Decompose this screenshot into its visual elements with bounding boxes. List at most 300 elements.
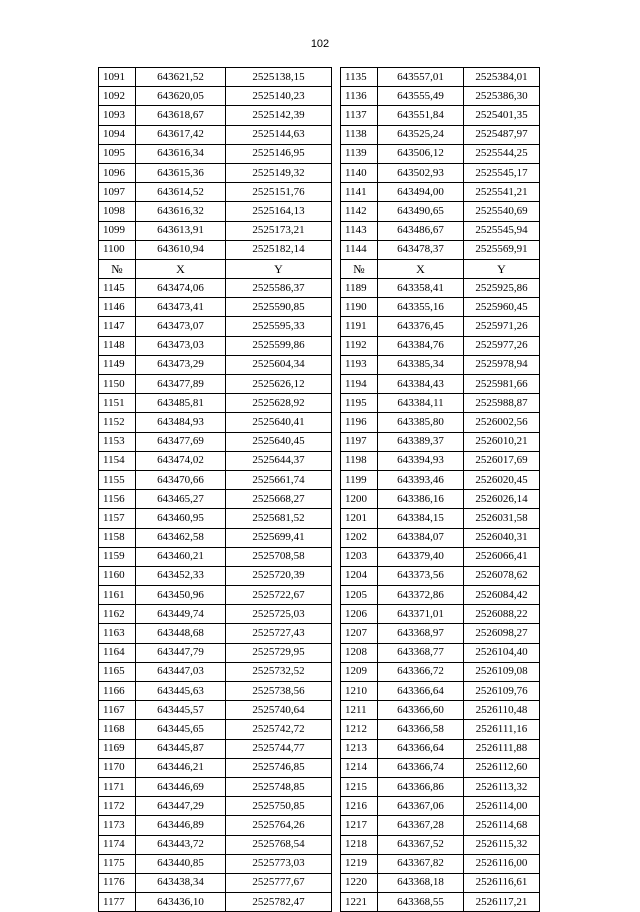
y-coordinate-cell: 2526002,56 bbox=[464, 413, 540, 432]
x-coordinate-cell: 643384,43 bbox=[378, 375, 464, 394]
x-coordinate-cell: 643450,96 bbox=[136, 586, 226, 605]
column-gap bbox=[332, 528, 341, 547]
column-gap bbox=[332, 259, 341, 278]
y-coordinate-cell: 2525164,13 bbox=[226, 202, 332, 221]
y-coordinate-cell: 2525640,45 bbox=[226, 432, 332, 451]
column-gap bbox=[332, 643, 341, 662]
point-number-cell: 1195 bbox=[341, 394, 378, 413]
point-number-cell: 1165 bbox=[99, 662, 136, 681]
point-number-cell: 1152 bbox=[99, 413, 136, 432]
column-gap bbox=[332, 144, 341, 163]
y-coordinate-cell: 2525729,95 bbox=[226, 643, 332, 662]
y-coordinate-cell: 2526110,48 bbox=[464, 701, 540, 720]
column-gap bbox=[332, 125, 341, 144]
table-row bbox=[99, 816, 540, 835]
y-coordinate-cell: 2525740,64 bbox=[226, 701, 332, 720]
y-coordinate-cell: 2526088,22 bbox=[464, 605, 540, 624]
y-coordinate-cell: 2525988,87 bbox=[464, 394, 540, 413]
column-gap bbox=[332, 816, 341, 835]
y-coordinate-cell: 2525138,15 bbox=[226, 68, 332, 87]
point-number-cell: 1142 bbox=[341, 202, 378, 221]
x-coordinate-cell: 643445,87 bbox=[136, 739, 226, 758]
x-coordinate-cell: 643379,40 bbox=[378, 547, 464, 566]
point-number-cell: 1176 bbox=[99, 873, 136, 892]
x-coordinate-cell: 643367,52 bbox=[378, 835, 464, 854]
column-gap bbox=[332, 835, 341, 854]
x-coordinate-cell: 643445,65 bbox=[136, 720, 226, 739]
table-row bbox=[99, 221, 540, 240]
x-coordinate-cell: 643506,12 bbox=[378, 144, 464, 163]
point-number-cell: 1100 bbox=[99, 240, 136, 259]
y-coordinate-cell: 2526114,68 bbox=[464, 816, 540, 835]
y-coordinate-cell: 2525544,25 bbox=[464, 144, 540, 163]
point-number-cell: 1167 bbox=[99, 701, 136, 720]
y-coordinate-cell: 2526109,08 bbox=[464, 662, 540, 681]
column-gap bbox=[332, 68, 341, 87]
x-coordinate-cell: 643446,21 bbox=[136, 758, 226, 777]
y-coordinate-cell: 2525782,47 bbox=[226, 893, 332, 912]
point-number-cell: 1197 bbox=[341, 432, 378, 451]
y-coordinate-cell: 2526010,21 bbox=[464, 432, 540, 451]
point-number-cell: 1216 bbox=[341, 797, 378, 816]
x-coordinate-cell: 643490,65 bbox=[378, 202, 464, 221]
x-coordinate-cell: 643447,79 bbox=[136, 643, 226, 662]
y-coordinate-cell: 2525727,43 bbox=[226, 624, 332, 643]
point-number-cell: 1217 bbox=[341, 816, 378, 835]
point-number-cell: 1153 bbox=[99, 432, 136, 451]
column-gap bbox=[332, 432, 341, 451]
point-number-cell: 1166 bbox=[99, 682, 136, 701]
y-coordinate-cell: 2526026,14 bbox=[464, 490, 540, 509]
y-coordinate-cell: 2526114,00 bbox=[464, 797, 540, 816]
x-coordinate-cell: 643384,11 bbox=[378, 394, 464, 413]
y-coordinate-cell: 2525626,12 bbox=[226, 375, 332, 394]
y-coordinate-cell: 2526116,61 bbox=[464, 873, 540, 892]
table-row bbox=[99, 432, 540, 451]
table-row bbox=[99, 68, 540, 87]
x-coordinate-cell: 643473,03 bbox=[136, 336, 226, 355]
point-number-cell: 1159 bbox=[99, 547, 136, 566]
column-gap bbox=[332, 240, 341, 259]
point-number-cell: 1095 bbox=[99, 144, 136, 163]
y-coordinate-cell: 2526116,00 bbox=[464, 854, 540, 873]
x-coordinate-cell: 643473,07 bbox=[136, 317, 226, 336]
x-coordinate-cell: 643436,10 bbox=[136, 893, 226, 912]
x-coordinate-cell: 643484,93 bbox=[136, 413, 226, 432]
column-gap bbox=[332, 624, 341, 643]
column-gap bbox=[332, 106, 341, 125]
y-coordinate-cell: 2525173,21 bbox=[226, 221, 332, 240]
y-coordinate-cell: 2526017,69 bbox=[464, 451, 540, 470]
x-coordinate-cell: 643366,64 bbox=[378, 739, 464, 758]
table-row bbox=[99, 835, 540, 854]
table-row bbox=[99, 547, 540, 566]
point-number-cell: 1148 bbox=[99, 336, 136, 355]
point-number-cell: 1209 bbox=[341, 662, 378, 681]
table-row bbox=[99, 451, 540, 470]
column-gap bbox=[332, 451, 341, 470]
column-gap bbox=[332, 854, 341, 873]
table-row bbox=[99, 777, 540, 796]
y-coordinate-cell: 2525545,94 bbox=[464, 221, 540, 240]
x-coordinate-cell: 643551,84 bbox=[378, 106, 464, 125]
x-coordinate-cell: 643372,86 bbox=[378, 586, 464, 605]
y-coordinate-cell: 2525144,63 bbox=[226, 125, 332, 144]
point-number-cell: 1177 bbox=[99, 893, 136, 912]
table-row bbox=[99, 701, 540, 720]
column-gap bbox=[332, 202, 341, 221]
point-number-cell: 1189 bbox=[341, 279, 378, 298]
point-number-cell: 1170 bbox=[99, 758, 136, 777]
y-coordinate-cell: 2525708,58 bbox=[226, 547, 332, 566]
x-coordinate-cell: 643376,45 bbox=[378, 317, 464, 336]
table-row bbox=[99, 394, 540, 413]
x-coordinate-cell: 643447,29 bbox=[136, 797, 226, 816]
y-coordinate-cell: 2525644,37 bbox=[226, 451, 332, 470]
column-gap bbox=[332, 758, 341, 777]
table-row bbox=[99, 854, 540, 873]
point-number-cell: 1208 bbox=[341, 643, 378, 662]
x-coordinate-cell: 643443,72 bbox=[136, 835, 226, 854]
table-row bbox=[99, 797, 540, 816]
column-gap bbox=[332, 797, 341, 816]
x-coordinate-cell: 643447,03 bbox=[136, 662, 226, 681]
y-coordinate-cell: 2525738,56 bbox=[226, 682, 332, 701]
y-coordinate-cell: 2525140,23 bbox=[226, 87, 332, 106]
point-number-cell: 1213 bbox=[341, 739, 378, 758]
column-gap bbox=[332, 394, 341, 413]
x-coordinate-cell: 643555,49 bbox=[378, 87, 464, 106]
column-gap bbox=[332, 777, 341, 796]
header-x: X bbox=[136, 259, 226, 278]
table-row bbox=[99, 873, 540, 892]
point-number-cell: 1137 bbox=[341, 106, 378, 125]
point-number-cell: 1094 bbox=[99, 125, 136, 144]
table-row bbox=[99, 240, 540, 259]
y-coordinate-cell: 2525971,26 bbox=[464, 317, 540, 336]
point-number-cell: 1161 bbox=[99, 586, 136, 605]
column-gap bbox=[332, 87, 341, 106]
x-coordinate-cell: 643366,86 bbox=[378, 777, 464, 796]
point-number-cell: 1221 bbox=[341, 893, 378, 912]
x-coordinate-cell: 643385,80 bbox=[378, 413, 464, 432]
column-gap bbox=[332, 566, 341, 585]
y-coordinate-cell: 2525540,69 bbox=[464, 202, 540, 221]
point-number-cell: 1091 bbox=[99, 68, 136, 87]
point-number-cell: 1211 bbox=[341, 701, 378, 720]
point-number-cell: 1200 bbox=[341, 490, 378, 509]
point-number-cell: 1149 bbox=[99, 355, 136, 374]
table-row bbox=[99, 375, 540, 394]
table-row bbox=[99, 605, 540, 624]
x-coordinate-cell: 643385,34 bbox=[378, 355, 464, 374]
x-coordinate-cell: 643614,52 bbox=[136, 183, 226, 202]
y-coordinate-cell: 2525720,39 bbox=[226, 566, 332, 585]
table-row bbox=[99, 413, 540, 432]
y-coordinate-cell: 2525681,52 bbox=[226, 509, 332, 528]
x-coordinate-cell: 643445,63 bbox=[136, 682, 226, 701]
column-gap bbox=[332, 509, 341, 528]
point-number-cell: 1203 bbox=[341, 547, 378, 566]
y-coordinate-cell: 2525978,94 bbox=[464, 355, 540, 374]
column-gap bbox=[332, 279, 341, 298]
point-number-cell: 1214 bbox=[341, 758, 378, 777]
x-coordinate-cell: 643613,91 bbox=[136, 221, 226, 240]
header-y: Y bbox=[226, 259, 332, 278]
coordinates-table bbox=[98, 67, 540, 912]
point-number-cell: 1164 bbox=[99, 643, 136, 662]
point-number-cell: 1141 bbox=[341, 183, 378, 202]
column-gap bbox=[332, 586, 341, 605]
y-coordinate-cell: 2526109,76 bbox=[464, 682, 540, 701]
point-number-cell: 1140 bbox=[341, 163, 378, 182]
point-number-cell: 1097 bbox=[99, 183, 136, 202]
column-gap bbox=[332, 355, 341, 374]
point-number-cell: 1144 bbox=[341, 240, 378, 259]
column-gap bbox=[332, 720, 341, 739]
point-number-cell: 1199 bbox=[341, 470, 378, 489]
table-row bbox=[99, 355, 540, 374]
y-coordinate-cell: 2525401,35 bbox=[464, 106, 540, 125]
header-x: X bbox=[378, 259, 464, 278]
point-number-cell: 1210 bbox=[341, 682, 378, 701]
y-coordinate-cell: 2525960,45 bbox=[464, 298, 540, 317]
table-row bbox=[99, 566, 540, 585]
header-y: Y bbox=[464, 259, 540, 278]
y-coordinate-cell: 2525182,14 bbox=[226, 240, 332, 259]
table-row bbox=[99, 758, 540, 777]
point-number-cell: 1212 bbox=[341, 720, 378, 739]
table-row bbox=[99, 125, 540, 144]
y-coordinate-cell: 2525384,01 bbox=[464, 68, 540, 87]
column-gap bbox=[332, 317, 341, 336]
table-row bbox=[99, 106, 540, 125]
x-coordinate-cell: 643525,24 bbox=[378, 125, 464, 144]
x-coordinate-cell: 643474,06 bbox=[136, 279, 226, 298]
y-coordinate-cell: 2525586,37 bbox=[226, 279, 332, 298]
y-coordinate-cell: 2525777,67 bbox=[226, 873, 332, 892]
point-number-cell: 1169 bbox=[99, 739, 136, 758]
point-number-cell: 1172 bbox=[99, 797, 136, 816]
x-coordinate-cell: 643366,64 bbox=[378, 682, 464, 701]
x-coordinate-cell: 643473,41 bbox=[136, 298, 226, 317]
y-coordinate-cell: 2526111,16 bbox=[464, 720, 540, 739]
point-number-cell: 1136 bbox=[341, 87, 378, 106]
y-coordinate-cell: 2525661,74 bbox=[226, 470, 332, 489]
y-coordinate-cell: 2525487,97 bbox=[464, 125, 540, 144]
table-row bbox=[99, 509, 540, 528]
x-coordinate-cell: 643367,82 bbox=[378, 854, 464, 873]
x-coordinate-cell: 643465,27 bbox=[136, 490, 226, 509]
x-coordinate-cell: 643460,21 bbox=[136, 547, 226, 566]
column-gap bbox=[332, 662, 341, 681]
x-coordinate-cell: 643616,34 bbox=[136, 144, 226, 163]
x-coordinate-cell: 643485,81 bbox=[136, 394, 226, 413]
table-row bbox=[99, 317, 540, 336]
y-coordinate-cell: 2525142,39 bbox=[226, 106, 332, 125]
y-coordinate-cell: 2526066,41 bbox=[464, 547, 540, 566]
x-coordinate-cell: 643438,34 bbox=[136, 873, 226, 892]
point-number-cell: 1191 bbox=[341, 317, 378, 336]
x-coordinate-cell: 643368,77 bbox=[378, 643, 464, 662]
column-gap bbox=[332, 873, 341, 892]
table-row bbox=[99, 144, 540, 163]
y-coordinate-cell: 2525146,95 bbox=[226, 144, 332, 163]
column-gap bbox=[332, 739, 341, 758]
point-number-cell: 1194 bbox=[341, 375, 378, 394]
y-coordinate-cell: 2526112,60 bbox=[464, 758, 540, 777]
y-coordinate-cell: 2525750,85 bbox=[226, 797, 332, 816]
y-coordinate-cell: 2525699,41 bbox=[226, 528, 332, 547]
column-gap bbox=[332, 413, 341, 432]
table-row bbox=[99, 682, 540, 701]
x-coordinate-cell: 643477,89 bbox=[136, 375, 226, 394]
x-coordinate-cell: 643445,57 bbox=[136, 701, 226, 720]
table-row bbox=[99, 279, 540, 298]
x-coordinate-cell: 643617,42 bbox=[136, 125, 226, 144]
y-coordinate-cell: 2525773,03 bbox=[226, 854, 332, 873]
x-coordinate-cell: 643478,37 bbox=[378, 240, 464, 259]
x-coordinate-cell: 643470,66 bbox=[136, 470, 226, 489]
x-coordinate-cell: 643449,74 bbox=[136, 605, 226, 624]
x-coordinate-cell: 643368,18 bbox=[378, 873, 464, 892]
point-number-cell: 1198 bbox=[341, 451, 378, 470]
point-number-cell: 1157 bbox=[99, 509, 136, 528]
x-coordinate-cell: 643448,68 bbox=[136, 624, 226, 643]
point-number-cell: 1206 bbox=[341, 605, 378, 624]
x-coordinate-cell: 643368,55 bbox=[378, 893, 464, 912]
column-gap bbox=[332, 547, 341, 566]
x-coordinate-cell: 643389,37 bbox=[378, 432, 464, 451]
y-coordinate-cell: 2525732,52 bbox=[226, 662, 332, 681]
point-number-cell: 1190 bbox=[341, 298, 378, 317]
point-number-cell: 1168 bbox=[99, 720, 136, 739]
x-coordinate-cell: 643557,01 bbox=[378, 68, 464, 87]
y-coordinate-cell: 2526084,42 bbox=[464, 586, 540, 605]
x-coordinate-cell: 643462,58 bbox=[136, 528, 226, 547]
y-coordinate-cell: 2525668,27 bbox=[226, 490, 332, 509]
x-coordinate-cell: 643502,93 bbox=[378, 163, 464, 182]
x-coordinate-cell: 643393,46 bbox=[378, 470, 464, 489]
point-number-cell: 1163 bbox=[99, 624, 136, 643]
table-row bbox=[99, 528, 540, 547]
table-row bbox=[99, 586, 540, 605]
table-row bbox=[99, 739, 540, 758]
x-coordinate-cell: 643355,16 bbox=[378, 298, 464, 317]
y-coordinate-cell: 2525599,86 bbox=[226, 336, 332, 355]
point-number-cell: 1099 bbox=[99, 221, 136, 240]
y-coordinate-cell: 2525541,21 bbox=[464, 183, 540, 202]
table-row bbox=[99, 662, 540, 681]
point-number-cell: 1193 bbox=[341, 355, 378, 374]
point-number-cell: 1093 bbox=[99, 106, 136, 125]
table-row bbox=[99, 163, 540, 182]
column-gap bbox=[332, 375, 341, 394]
y-coordinate-cell: 2526078,62 bbox=[464, 566, 540, 585]
column-gap bbox=[332, 298, 341, 317]
x-coordinate-cell: 643386,16 bbox=[378, 490, 464, 509]
point-number-cell: 1207 bbox=[341, 624, 378, 643]
column-gap bbox=[332, 470, 341, 489]
table-row bbox=[99, 298, 540, 317]
y-coordinate-cell: 2526098,27 bbox=[464, 624, 540, 643]
table-row bbox=[99, 87, 540, 106]
y-coordinate-cell: 2525590,85 bbox=[226, 298, 332, 317]
point-number-cell: 1092 bbox=[99, 87, 136, 106]
y-coordinate-cell: 2525981,66 bbox=[464, 375, 540, 394]
table-row bbox=[99, 336, 540, 355]
point-number-cell: 1162 bbox=[99, 605, 136, 624]
point-number-cell: 1174 bbox=[99, 835, 136, 854]
point-number-cell: 1154 bbox=[99, 451, 136, 470]
y-coordinate-cell: 2526115,32 bbox=[464, 835, 540, 854]
y-coordinate-cell: 2525595,33 bbox=[226, 317, 332, 336]
y-coordinate-cell: 2525768,54 bbox=[226, 835, 332, 854]
y-coordinate-cell: 2525725,03 bbox=[226, 605, 332, 624]
point-number-cell: 1201 bbox=[341, 509, 378, 528]
column-gap bbox=[332, 163, 341, 182]
x-coordinate-cell: 643384,15 bbox=[378, 509, 464, 528]
table-row bbox=[99, 202, 540, 221]
y-coordinate-cell: 2525151,76 bbox=[226, 183, 332, 202]
x-coordinate-cell: 643446,89 bbox=[136, 816, 226, 835]
x-coordinate-cell: 643367,28 bbox=[378, 816, 464, 835]
x-coordinate-cell: 643368,97 bbox=[378, 624, 464, 643]
point-number-cell: 1219 bbox=[341, 854, 378, 873]
point-number-cell: 1196 bbox=[341, 413, 378, 432]
header-number: № bbox=[341, 259, 378, 278]
point-number-cell: 1158 bbox=[99, 528, 136, 547]
column-gap bbox=[332, 490, 341, 509]
x-coordinate-cell: 643366,72 bbox=[378, 662, 464, 681]
y-coordinate-cell: 2525640,41 bbox=[226, 413, 332, 432]
table-row bbox=[99, 470, 540, 489]
x-coordinate-cell: 643621,52 bbox=[136, 68, 226, 87]
point-number-cell: 1098 bbox=[99, 202, 136, 221]
point-number-cell: 1155 bbox=[99, 470, 136, 489]
x-coordinate-cell: 643394,93 bbox=[378, 451, 464, 470]
point-number-cell: 1145 bbox=[99, 279, 136, 298]
y-coordinate-cell: 2525748,85 bbox=[226, 777, 332, 796]
point-number-cell: 1150 bbox=[99, 375, 136, 394]
y-coordinate-cell: 2525925,86 bbox=[464, 279, 540, 298]
x-coordinate-cell: 643366,60 bbox=[378, 701, 464, 720]
point-number-cell: 1192 bbox=[341, 336, 378, 355]
x-coordinate-cell: 643494,00 bbox=[378, 183, 464, 202]
x-coordinate-cell: 643474,02 bbox=[136, 451, 226, 470]
point-number-cell: 1146 bbox=[99, 298, 136, 317]
column-gap bbox=[332, 221, 341, 240]
x-coordinate-cell: 643446,69 bbox=[136, 777, 226, 796]
x-coordinate-cell: 643477,69 bbox=[136, 432, 226, 451]
point-number-cell: 1175 bbox=[99, 854, 136, 873]
column-gap bbox=[332, 183, 341, 202]
point-number-cell: 1205 bbox=[341, 586, 378, 605]
point-number-cell: 1160 bbox=[99, 566, 136, 585]
page-number: 102 bbox=[310, 38, 330, 50]
y-coordinate-cell: 2525744,77 bbox=[226, 739, 332, 758]
point-number-cell: 1215 bbox=[341, 777, 378, 796]
x-coordinate-cell: 643473,29 bbox=[136, 355, 226, 374]
x-coordinate-cell: 643452,33 bbox=[136, 566, 226, 585]
x-coordinate-cell: 643616,32 bbox=[136, 202, 226, 221]
table-row bbox=[99, 490, 540, 509]
y-coordinate-cell: 2526111,88 bbox=[464, 739, 540, 758]
y-coordinate-cell: 2525764,26 bbox=[226, 816, 332, 835]
x-coordinate-cell: 643440,85 bbox=[136, 854, 226, 873]
y-coordinate-cell: 2525628,92 bbox=[226, 394, 332, 413]
y-coordinate-cell: 2525149,32 bbox=[226, 163, 332, 182]
